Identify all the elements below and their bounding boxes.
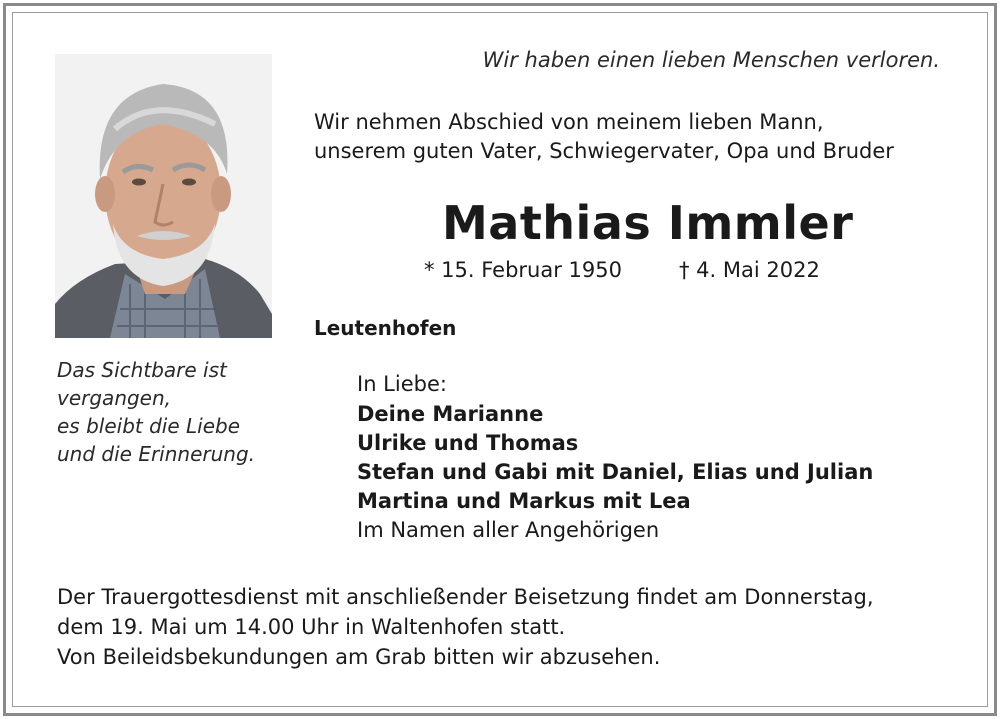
family-member: Deine Marianne bbox=[357, 402, 544, 426]
quote-line-4: und die Erinnerung. bbox=[57, 442, 256, 466]
family-member: Martina und Markus mit Lea bbox=[357, 489, 691, 513]
quote-line-2: vergangen, bbox=[57, 386, 172, 410]
family-closing: Im Namen aller Angehörigen bbox=[357, 518, 660, 542]
lead-line-1: Wir nehmen Abschied von meinem lieben Mann, bbox=[314, 110, 824, 134]
portrait-photo bbox=[55, 54, 272, 338]
lead-line-2: unserem guten Vater, Schwiegervater, Opa und Bruder bbox=[314, 139, 894, 163]
death-date: † 4. Mai 2022 bbox=[679, 258, 820, 282]
hometown: Leutenhofen bbox=[314, 316, 457, 340]
family-member: Ulrike und Thomas bbox=[357, 431, 579, 455]
intro-line: Wir haben einen lieben Menschen verloren. bbox=[482, 48, 940, 72]
birth-date: * 15. Februar 1950 bbox=[424, 258, 622, 282]
family-member: Stefan und Gabi mit Daniel, Elias und Julian bbox=[357, 460, 874, 484]
footer-line-1: Der Trauergottesdienst mit anschließender Beisetzung findet am Donnerstag, bbox=[57, 585, 874, 609]
footer-line-2: dem 19. Mai um 14.00 Uhr in Waltenhofen statt. bbox=[57, 615, 566, 639]
footer-line-3: Von Beileidsbekundungen am Grab bitten wir abzusehen. bbox=[57, 645, 661, 669]
deceased-name: Mathias Immler bbox=[442, 196, 854, 250]
quote-line-3: es bleibt die Liebe bbox=[57, 414, 241, 438]
family-intro: In Liebe: bbox=[357, 372, 447, 396]
quote-line-1: Das Sichtbare ist bbox=[57, 358, 227, 382]
